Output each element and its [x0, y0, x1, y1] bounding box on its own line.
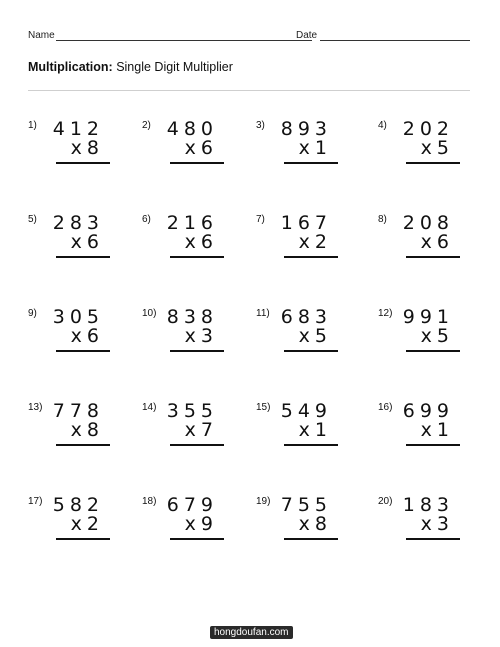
- multiplier: x8: [70, 137, 104, 159]
- multiplier: x6: [184, 137, 218, 159]
- name-label: Name: [28, 30, 55, 41]
- problem-15: [256, 402, 366, 462]
- multiplier: x5: [420, 137, 454, 159]
- page-title: [28, 60, 233, 74]
- date-field[interactable]: [320, 40, 470, 41]
- answer-line[interactable]: [56, 350, 110, 352]
- problem-17: [28, 496, 138, 556]
- multiplicand: 183: [402, 494, 454, 516]
- problem-number: 9): [28, 308, 37, 319]
- multiplier: x7: [184, 419, 218, 441]
- problem-14: [142, 402, 252, 462]
- problem-13: [28, 402, 138, 462]
- multiplier: x2: [298, 231, 332, 253]
- answer-line[interactable]: [284, 350, 338, 352]
- answer-line[interactable]: [284, 538, 338, 540]
- multiplicand: 202: [402, 118, 454, 140]
- problem-18: [142, 496, 252, 556]
- problem-10: [142, 308, 252, 368]
- multiplicand: 679: [166, 494, 218, 516]
- problem-number: 13): [28, 402, 43, 413]
- problem-2: [142, 120, 252, 180]
- multiplier: x2: [70, 513, 104, 535]
- problem-20: [378, 496, 488, 556]
- multiplicand: 755: [280, 494, 332, 516]
- problem-number: 14): [142, 402, 157, 413]
- problem-number: 12): [378, 308, 393, 319]
- multiplier: x1: [298, 137, 332, 159]
- multiplier: x6: [184, 231, 218, 253]
- problem-number: 2): [142, 120, 151, 131]
- multiplicand: 208: [402, 212, 454, 234]
- problem-number: 16): [378, 402, 393, 413]
- multiplier: x9: [184, 513, 218, 535]
- name-field[interactable]: [56, 40, 312, 41]
- answer-line[interactable]: [170, 350, 224, 352]
- multiplicand: 216: [166, 212, 218, 234]
- problem-number: 18): [142, 496, 157, 507]
- multiplicand: 412: [52, 118, 104, 140]
- answer-line[interactable]: [406, 444, 460, 446]
- multiplicand: 582: [52, 494, 104, 516]
- problem-12: [378, 308, 488, 368]
- answer-line[interactable]: [170, 538, 224, 540]
- multiplier: x3: [184, 325, 218, 347]
- problem-number: 1): [28, 120, 37, 131]
- multiplicand: 355: [166, 400, 218, 422]
- problem-16: [378, 402, 488, 462]
- problem-8: [378, 214, 488, 274]
- multiplier: x1: [420, 419, 454, 441]
- title-bold: Multiplication:: [28, 60, 113, 74]
- problem-number: 7): [256, 214, 265, 225]
- problem-1: [28, 120, 138, 180]
- problem-number: 17): [28, 496, 43, 507]
- problem-3: [256, 120, 366, 180]
- problem-5: [28, 214, 138, 274]
- multiplicand: 549: [280, 400, 332, 422]
- problem-number: 4): [378, 120, 387, 131]
- divider: [28, 90, 470, 91]
- answer-line[interactable]: [170, 162, 224, 164]
- problem-number: 19): [256, 496, 271, 507]
- answer-line[interactable]: [170, 256, 224, 258]
- multiplier: x5: [420, 325, 454, 347]
- problem-6: [142, 214, 252, 274]
- answer-line[interactable]: [56, 538, 110, 540]
- title-subtitle: Single Digit Multiplier: [112, 60, 233, 74]
- multiplicand: 893: [280, 118, 332, 140]
- problem-4: [378, 120, 488, 180]
- answer-line[interactable]: [56, 444, 110, 446]
- answer-line[interactable]: [56, 256, 110, 258]
- answer-line[interactable]: [56, 162, 110, 164]
- header-row: [28, 30, 470, 44]
- problem-number: 15): [256, 402, 271, 413]
- multiplier: x8: [70, 419, 104, 441]
- problem-number: 8): [378, 214, 387, 225]
- multiplier: x3: [420, 513, 454, 535]
- multiplicand: 991: [402, 306, 454, 328]
- multiplier: x5: [298, 325, 332, 347]
- multiplier: x6: [70, 231, 104, 253]
- multiplicand: 683: [280, 306, 332, 328]
- multiplicand: 167: [280, 212, 332, 234]
- multiplier: x8: [298, 513, 332, 535]
- multiplier: x1: [298, 419, 332, 441]
- answer-line[interactable]: [406, 350, 460, 352]
- answer-line[interactable]: [284, 162, 338, 164]
- problem-7: [256, 214, 366, 274]
- answer-line[interactable]: [406, 538, 460, 540]
- problem-number: 10): [142, 308, 157, 319]
- watermark: hongdoufan.com: [210, 626, 293, 639]
- multiplicand: 699: [402, 400, 454, 422]
- problem-number: 5): [28, 214, 37, 225]
- multiplier: x6: [70, 325, 104, 347]
- multiplicand: 305: [52, 306, 104, 328]
- multiplicand: 838: [166, 306, 218, 328]
- date-label: Date: [296, 30, 318, 41]
- answer-line[interactable]: [406, 162, 460, 164]
- problem-19: [256, 496, 366, 556]
- problem-9: [28, 308, 138, 368]
- answer-line[interactable]: [406, 256, 460, 258]
- answer-line[interactable]: [170, 444, 224, 446]
- problem-11: [256, 308, 366, 368]
- problem-number: 20): [378, 496, 393, 507]
- problem-number: 3): [256, 120, 265, 131]
- multiplicand: 778: [52, 400, 104, 422]
- problem-number: 6): [142, 214, 151, 225]
- multiplicand: 283: [52, 212, 104, 234]
- multiplicand: 480: [166, 118, 218, 140]
- answer-line[interactable]: [284, 256, 338, 258]
- multiplier: x6: [420, 231, 454, 253]
- problem-number: 11): [256, 308, 270, 319]
- answer-line[interactable]: [284, 444, 338, 446]
